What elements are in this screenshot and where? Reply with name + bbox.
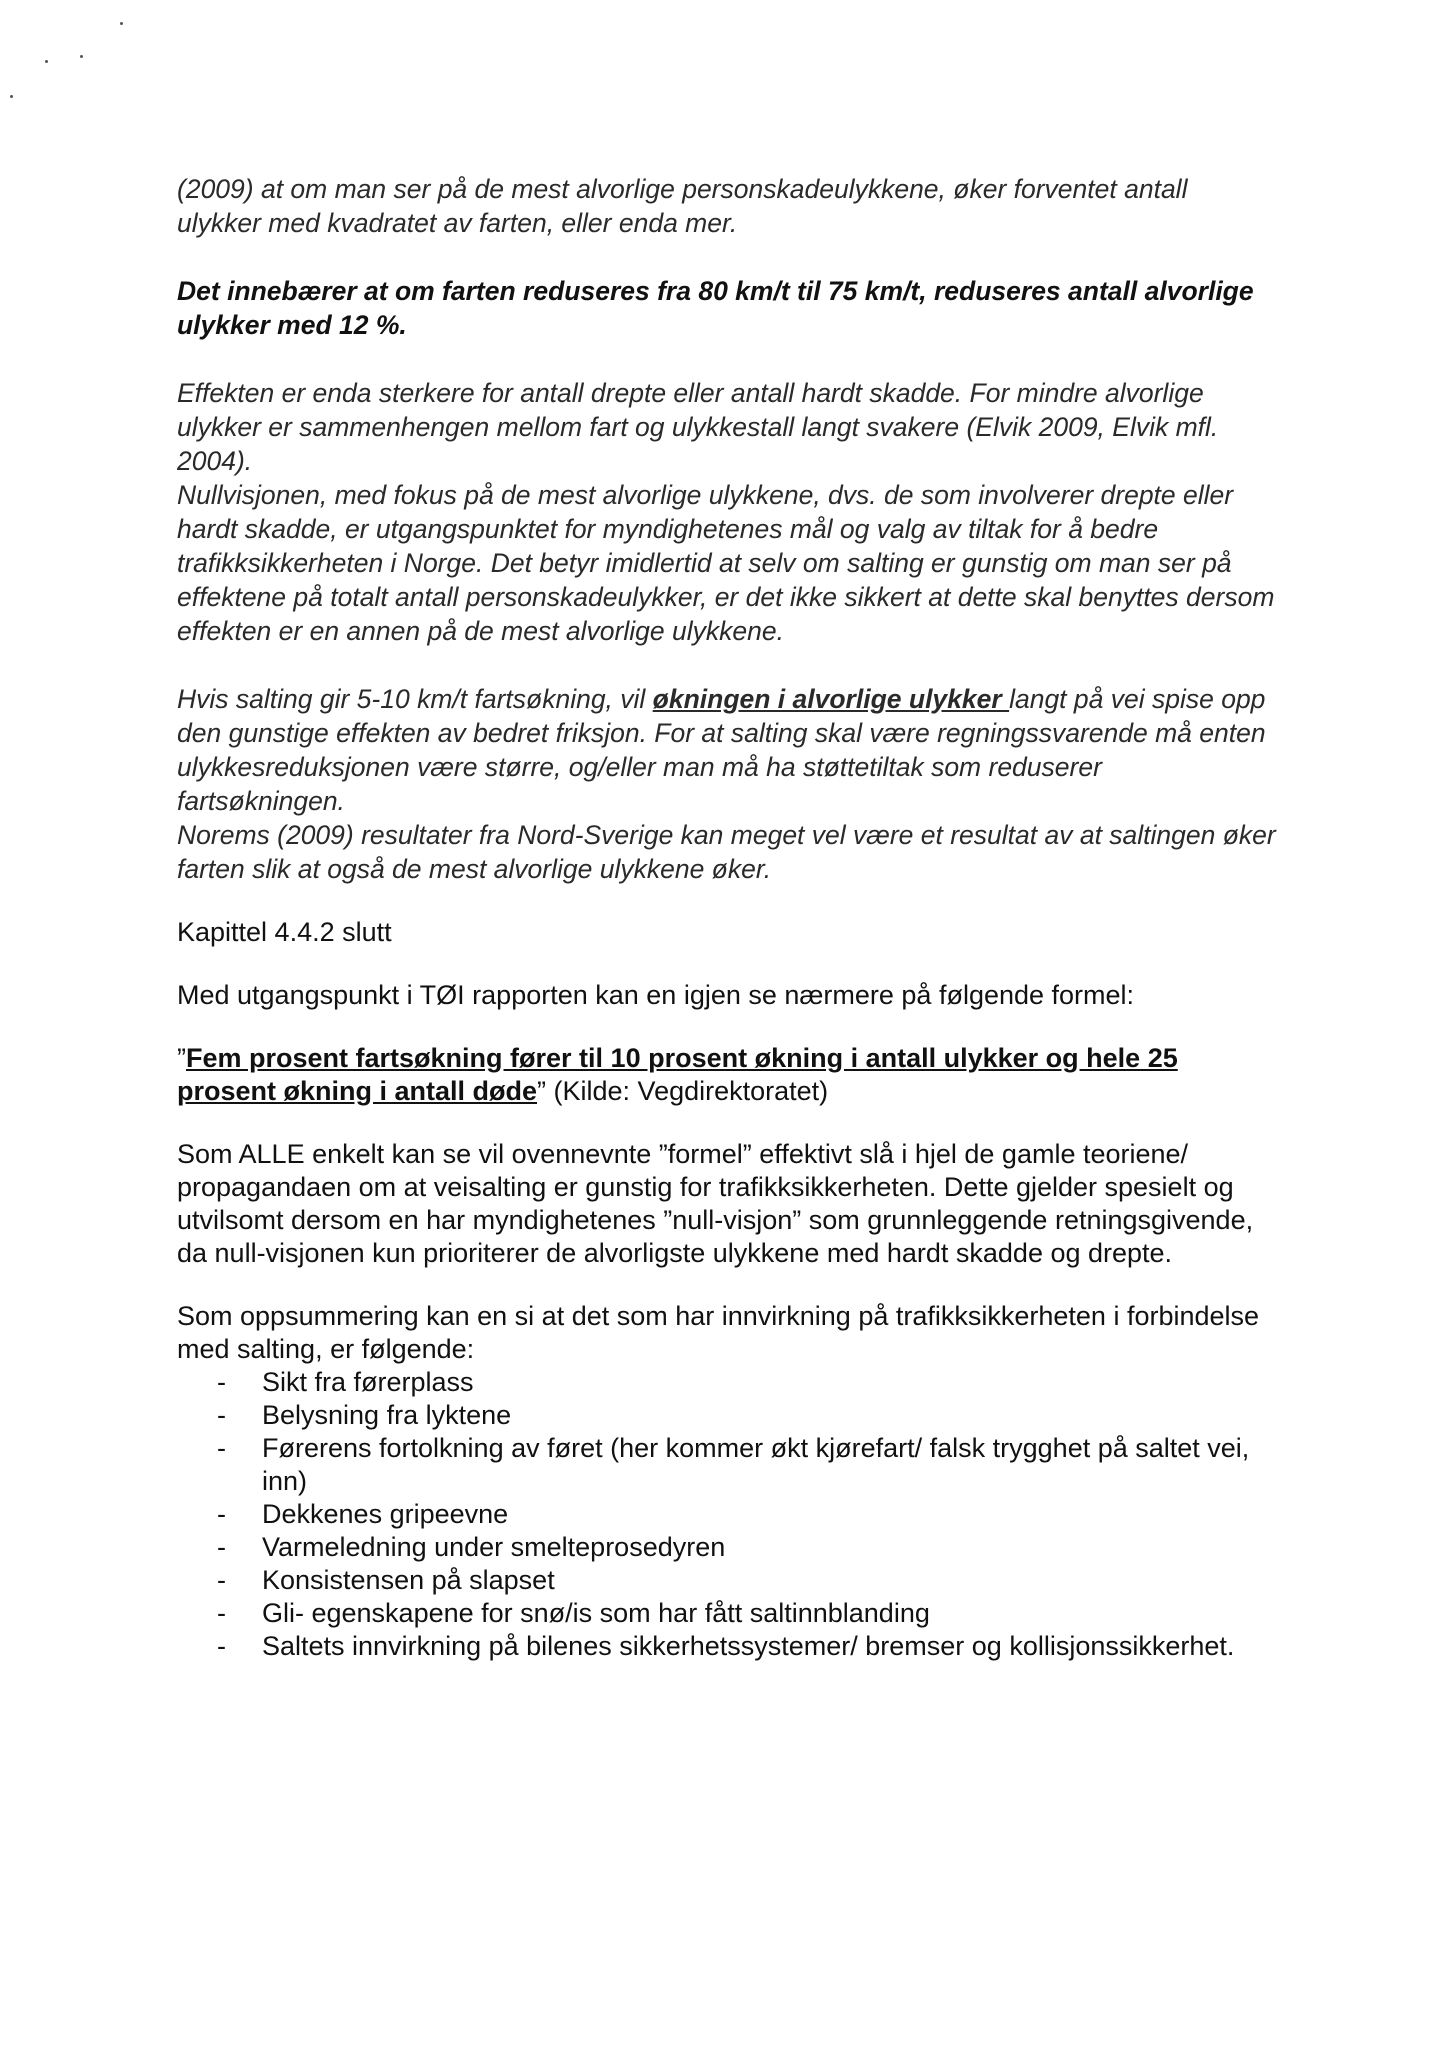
scan-speck bbox=[80, 55, 83, 58]
paragraph-effect: Effekten er enda sterkere for antall drepte eller antall hardt skadde. For mindre alvorlige ulykker er sammenhengen mellom fart og ulykkestall langt svakere (Elvik 2009, Elvik mfl. 2004). bbox=[177, 378, 1219, 476]
text-span: Hvis salting gir 5-10 km/t fartsøkning, vil bbox=[177, 684, 653, 714]
chapter-end-note: Kapittel 4.4.2 slutt bbox=[177, 917, 392, 947]
document-page bbox=[177, 172, 1277, 1663]
paragraph-norems: Norems (2009) resultater fra Nord-Sverige kan meget vel være et resultat av at saltingen øker farten slik at også de mest alvorlige ulykkene øker. bbox=[177, 820, 1276, 884]
paragraph-formula bbox=[177, 1042, 1277, 1108]
scan-speck bbox=[10, 95, 13, 98]
list-item: - Førerens fortolkning av føret (her kommer økt kjørefart/ falsk trygghet på saltet vei, inn) bbox=[217, 1432, 1277, 1498]
formula-text: Fem prosent fartsøkning fører til 10 prosent økning i antall ulykker og hele 25 prosent økning i antall døde bbox=[177, 1043, 1178, 1106]
list-item: - Konsistensen på slapset bbox=[217, 1564, 1277, 1597]
emphasis-text: økningen i alvorlige ulykker bbox=[652, 684, 1010, 714]
list-item: - Dekkenes gripeevne bbox=[217, 1498, 1277, 1531]
list-item: - Varmeledning under smelteprosedyren bbox=[217, 1531, 1277, 1564]
list-item: - Sikt fra førerplass bbox=[217, 1366, 1277, 1399]
paragraph-bold-conclusion: Det innebærer at om farten reduseres fra 80 km/t til 75 km/t, reduseres antall alvorlige ulykker med 12 %. bbox=[177, 276, 1254, 340]
scan-speck bbox=[45, 60, 48, 63]
source-citation: ” (Kilde: Vegdirektoratet) bbox=[537, 1076, 829, 1106]
paragraph-nullvision: Nullvisjonen, med fokus på de mest alvorlige ulykkene, dvs. de som involverer drepte eller hardt skadde, er utgangspunktet for myndighetenes mål og valg av tiltak for å bedre trafikksikkerheten i Norge. Det betyr imidlertid at selv om salting er gunstig om man ser på effektene på totalt antall personskadeulykker, er det ikke sikkert at dette skal benyttes dersom effekten er en annen på de mest alvorlige ulykkene. bbox=[177, 480, 1275, 646]
factor-list bbox=[177, 1366, 1277, 1663]
list-item: - Gli- egenskapene for snø/is som har fått saltinnblanding bbox=[217, 1597, 1277, 1630]
scan-speck bbox=[120, 22, 123, 25]
paragraph-salting-speed bbox=[177, 682, 1277, 818]
list-item: - Saltets innvirkning på bilenes sikkerhetssystemer/ bremser og kollisjonssikkerhet. bbox=[217, 1630, 1277, 1663]
paragraph-formula-intro: Med utgangspunkt i TØI rapporten kan en igjen se nærmere på følgende formel: bbox=[177, 980, 1135, 1010]
paragraph-summary: Som oppsummering kan en si at det som har innvirkning på trafikksikkerheten i forbindelse med salting, er følgende: bbox=[177, 1301, 1260, 1364]
paragraph-intro: (2009) at om man ser på de mest alvorlige personskadeulykkene, øker forventet antall ulykker med kvadratet av farten, eller enda mer. bbox=[177, 174, 1188, 238]
list-item: - Belysning fra lyktene bbox=[217, 1399, 1277, 1432]
paragraph-argument: Som ALLE enkelt kan se vil ovennevnte ”formel” effektivt slå i hjel de gamle teoriene/ propagandaen om at veisalting er gunstig for trafikksikkerheten. Dette gjelder spesielt og utvilsomt dersom en har myndighetenes ”null-visjon” som grunnleggende retningsgivende, da null-visjonen kun prioriterer de alvorligste ulykkene med hardt skadde og drepte. bbox=[177, 1139, 1254, 1268]
quote-mark: ” bbox=[177, 1043, 186, 1073]
text-span: langt på vei spise opp den gunstige effekten av bedret friksjon. For at salting skal være regningssvarende må enten ulykkesreduksjonen være større, og/eller man må ha støttetiltak som reduserer fartsøkningen. bbox=[177, 684, 1266, 816]
